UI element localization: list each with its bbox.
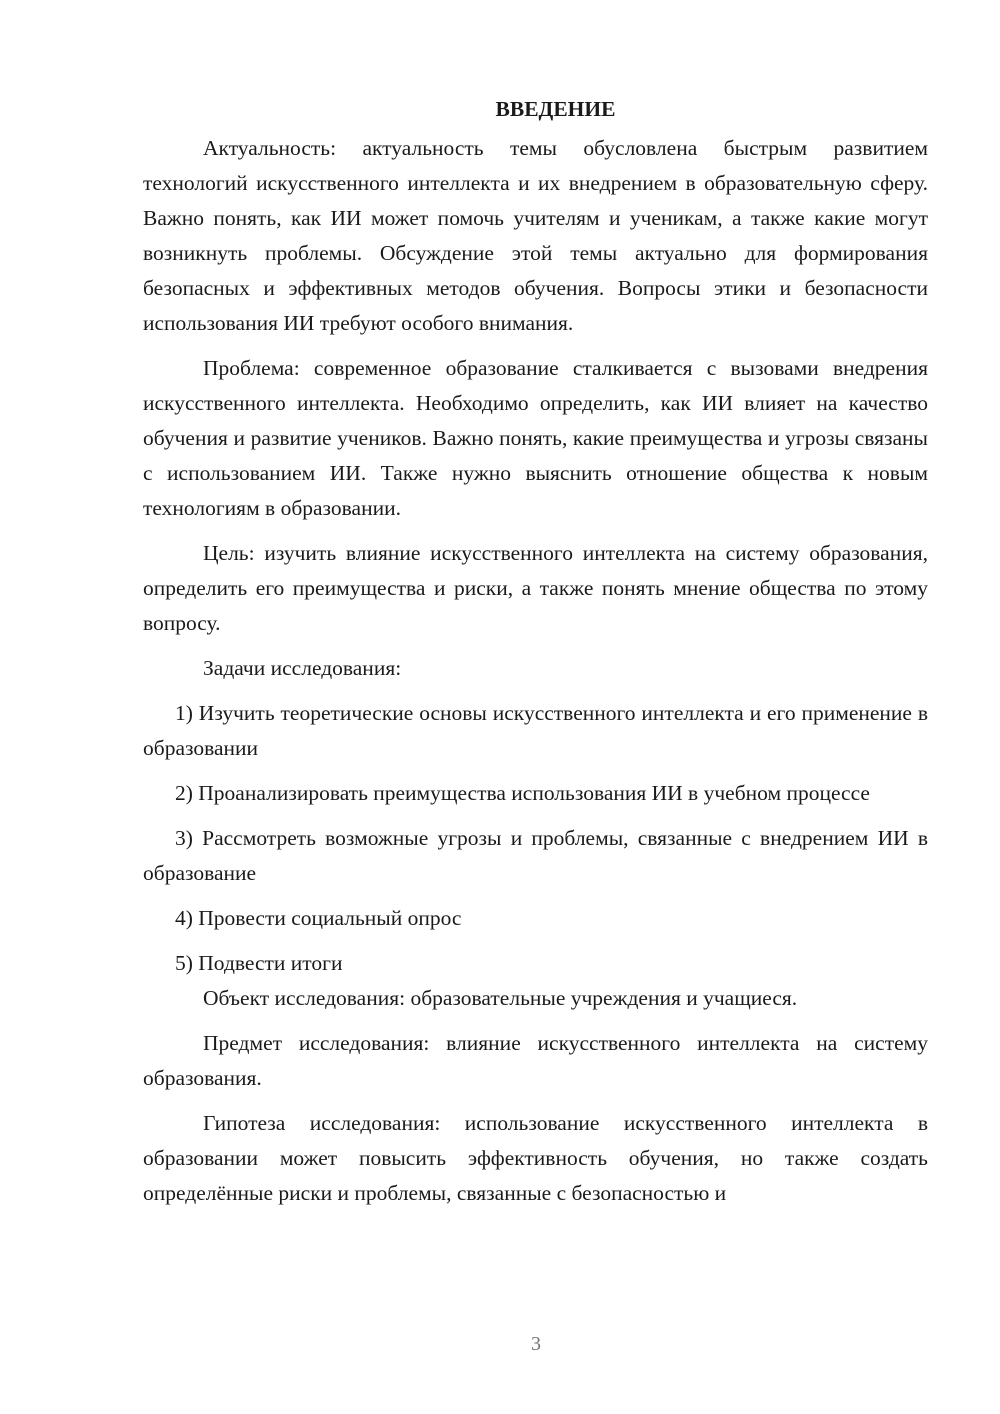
task-item-1: 1) Изучить теоретические основы искусственного интеллекта и его применение в образовании [143, 701, 928, 760]
paragraph-relevance: Актуальность: актуальность темы обусловлена быстрым развитием технологий искусственного интеллекта и их внедрением в образовательную сферу. Важно понять, как ИИ может помочь учителям и ученикам, а также какие могут возникнуть проблемы. Обсуждение этой темы актуально для формирования безопасных и эффективных методов обучения. Вопросы этики и безопасности использования ИИ требуют особого внимания. [143, 136, 928, 335]
paragraph-subject: Предмет исследования: влияние искусственного интеллекта на систему образования. [143, 1031, 928, 1090]
paragraph-goal: Цель: изучить влияние искусственного интеллекта на систему образования, определить его преимущества и риски, а также понять мнение общества по этому вопросу. [143, 541, 928, 635]
tasks-heading: Задачи исследования: [203, 656, 402, 680]
paragraph-hypothesis: Гипотеза исследования: использование искусственного интеллекта в образовании может повысить эффективность обучения, но также создать определённые риски и проблемы, связанные с безопасностью и [143, 1111, 928, 1205]
page-number: 3 [531, 1333, 541, 1355]
paragraph-problem: Проблема: современное образование сталкивается с вызовами внедрения искусственного интеллекта. Необходимо определить, как ИИ влияет на качество обучения и развитие учеников. Важно понять, какие преимущества и угрозы связаны с использованием ИИ. Также нужно выяснить отношение общества к новым технологиям в образовании. [143, 356, 928, 520]
paragraph-object: Объект исследования: образовательные учреждения и учащиеся. [203, 986, 798, 1010]
task-item-4: 4) Провести социальный опрос [175, 906, 462, 930]
task-item-3: 3) Рассмотреть возможные угрозы и проблемы, связанные с внедрением ИИ в образование [143, 826, 928, 885]
task-item-5: 5) Подвести итоги [175, 951, 343, 975]
page-content [143, 92, 928, 1211]
section-title: ВВЕДЕНИЕ [495, 97, 616, 121]
task-item-2: 2) Проанализировать преимущества использования ИИ в учебном процессе [175, 781, 870, 805]
